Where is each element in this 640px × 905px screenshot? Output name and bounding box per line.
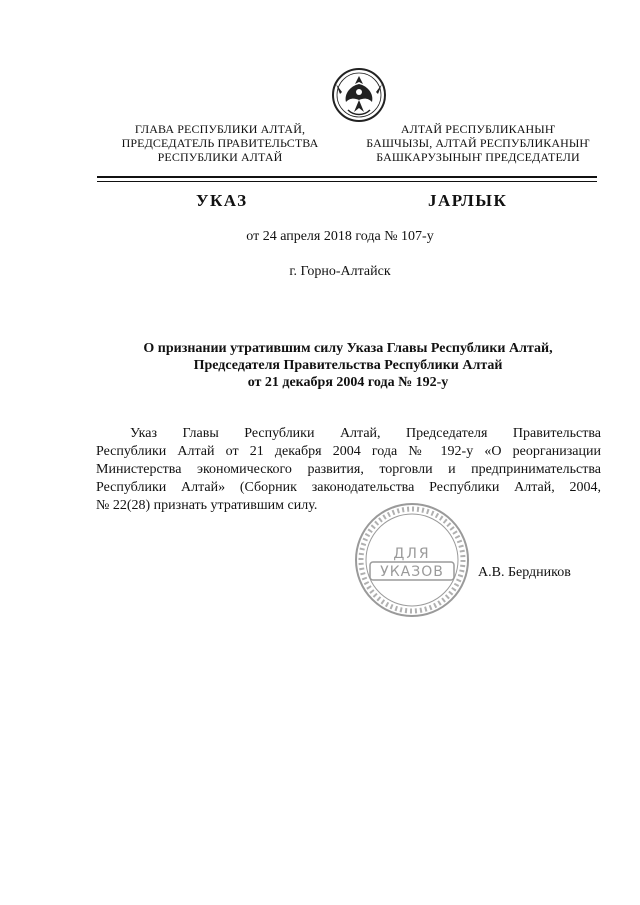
coat-of-arms-emblem xyxy=(330,64,388,126)
body-line: Указ Главы Республики Алтай, Председателя Правительства xyxy=(130,426,601,441)
header-left-line: ГЛАВА РЕСПУБЛИКИ АЛТАЙ, xyxy=(134,122,306,136)
header-right-block xyxy=(352,122,604,164)
header-divider-thin xyxy=(97,181,597,182)
document-body xyxy=(96,425,601,515)
title-ukaz: УКАЗ xyxy=(196,191,248,210)
header-divider-thick xyxy=(97,176,597,178)
header-left-block xyxy=(112,122,328,164)
subject-line: Председателя Правительства Республики Алтай xyxy=(193,358,503,373)
document-date-number: от 24 апреля 2018 года № 107-у xyxy=(246,229,434,244)
header-right-line: БАШКАРУЗЫНЫҤ ПРЕДСЕДАТЕЛИ xyxy=(376,150,580,164)
body-line: Республики Алтай от 21 декабря 2004 года № 192-у «О реорганизации xyxy=(96,444,601,459)
body-line: Республики Алтай» (Сборник законодательства Республики Алтай, 2004, xyxy=(96,480,601,495)
round-stamp xyxy=(352,500,472,620)
header-right-line: БАШЧЫЗЫ, АЛТАЙ РЕСПУБЛИКАНЫҤ xyxy=(366,136,590,150)
body-line: Министерства экономического развития, торговли и предпринимательства xyxy=(96,462,601,477)
title-jarlyk: ЈАРЛЫК xyxy=(428,191,508,210)
subject-line: от 21 декабря 2004 года № 192-у xyxy=(247,375,449,390)
signatory-name: А.В. Бердников xyxy=(478,565,571,580)
header-right-line: АЛТАЙ РЕСПУБЛИКАНЫҤ xyxy=(400,122,556,136)
header-left-line: ПРЕДСЕДАТЕЛЬ ПРАВИТЕЛЬСТВА xyxy=(121,136,319,150)
document-subject xyxy=(96,340,600,391)
subject-line: О признании утратившим силу Указа Главы Республики Алтай, xyxy=(143,341,553,356)
header-left-line: РЕСПУБЛИКИ АЛТАЙ xyxy=(157,150,283,164)
body-line: № 22(28) признать утратившим силу. xyxy=(96,498,318,513)
document-city: г. Горно-Алтайск xyxy=(289,264,391,279)
stamp-text-bottom: УКАЗОВ xyxy=(380,564,444,580)
stamp-text-top: ДЛЯ xyxy=(393,546,431,562)
